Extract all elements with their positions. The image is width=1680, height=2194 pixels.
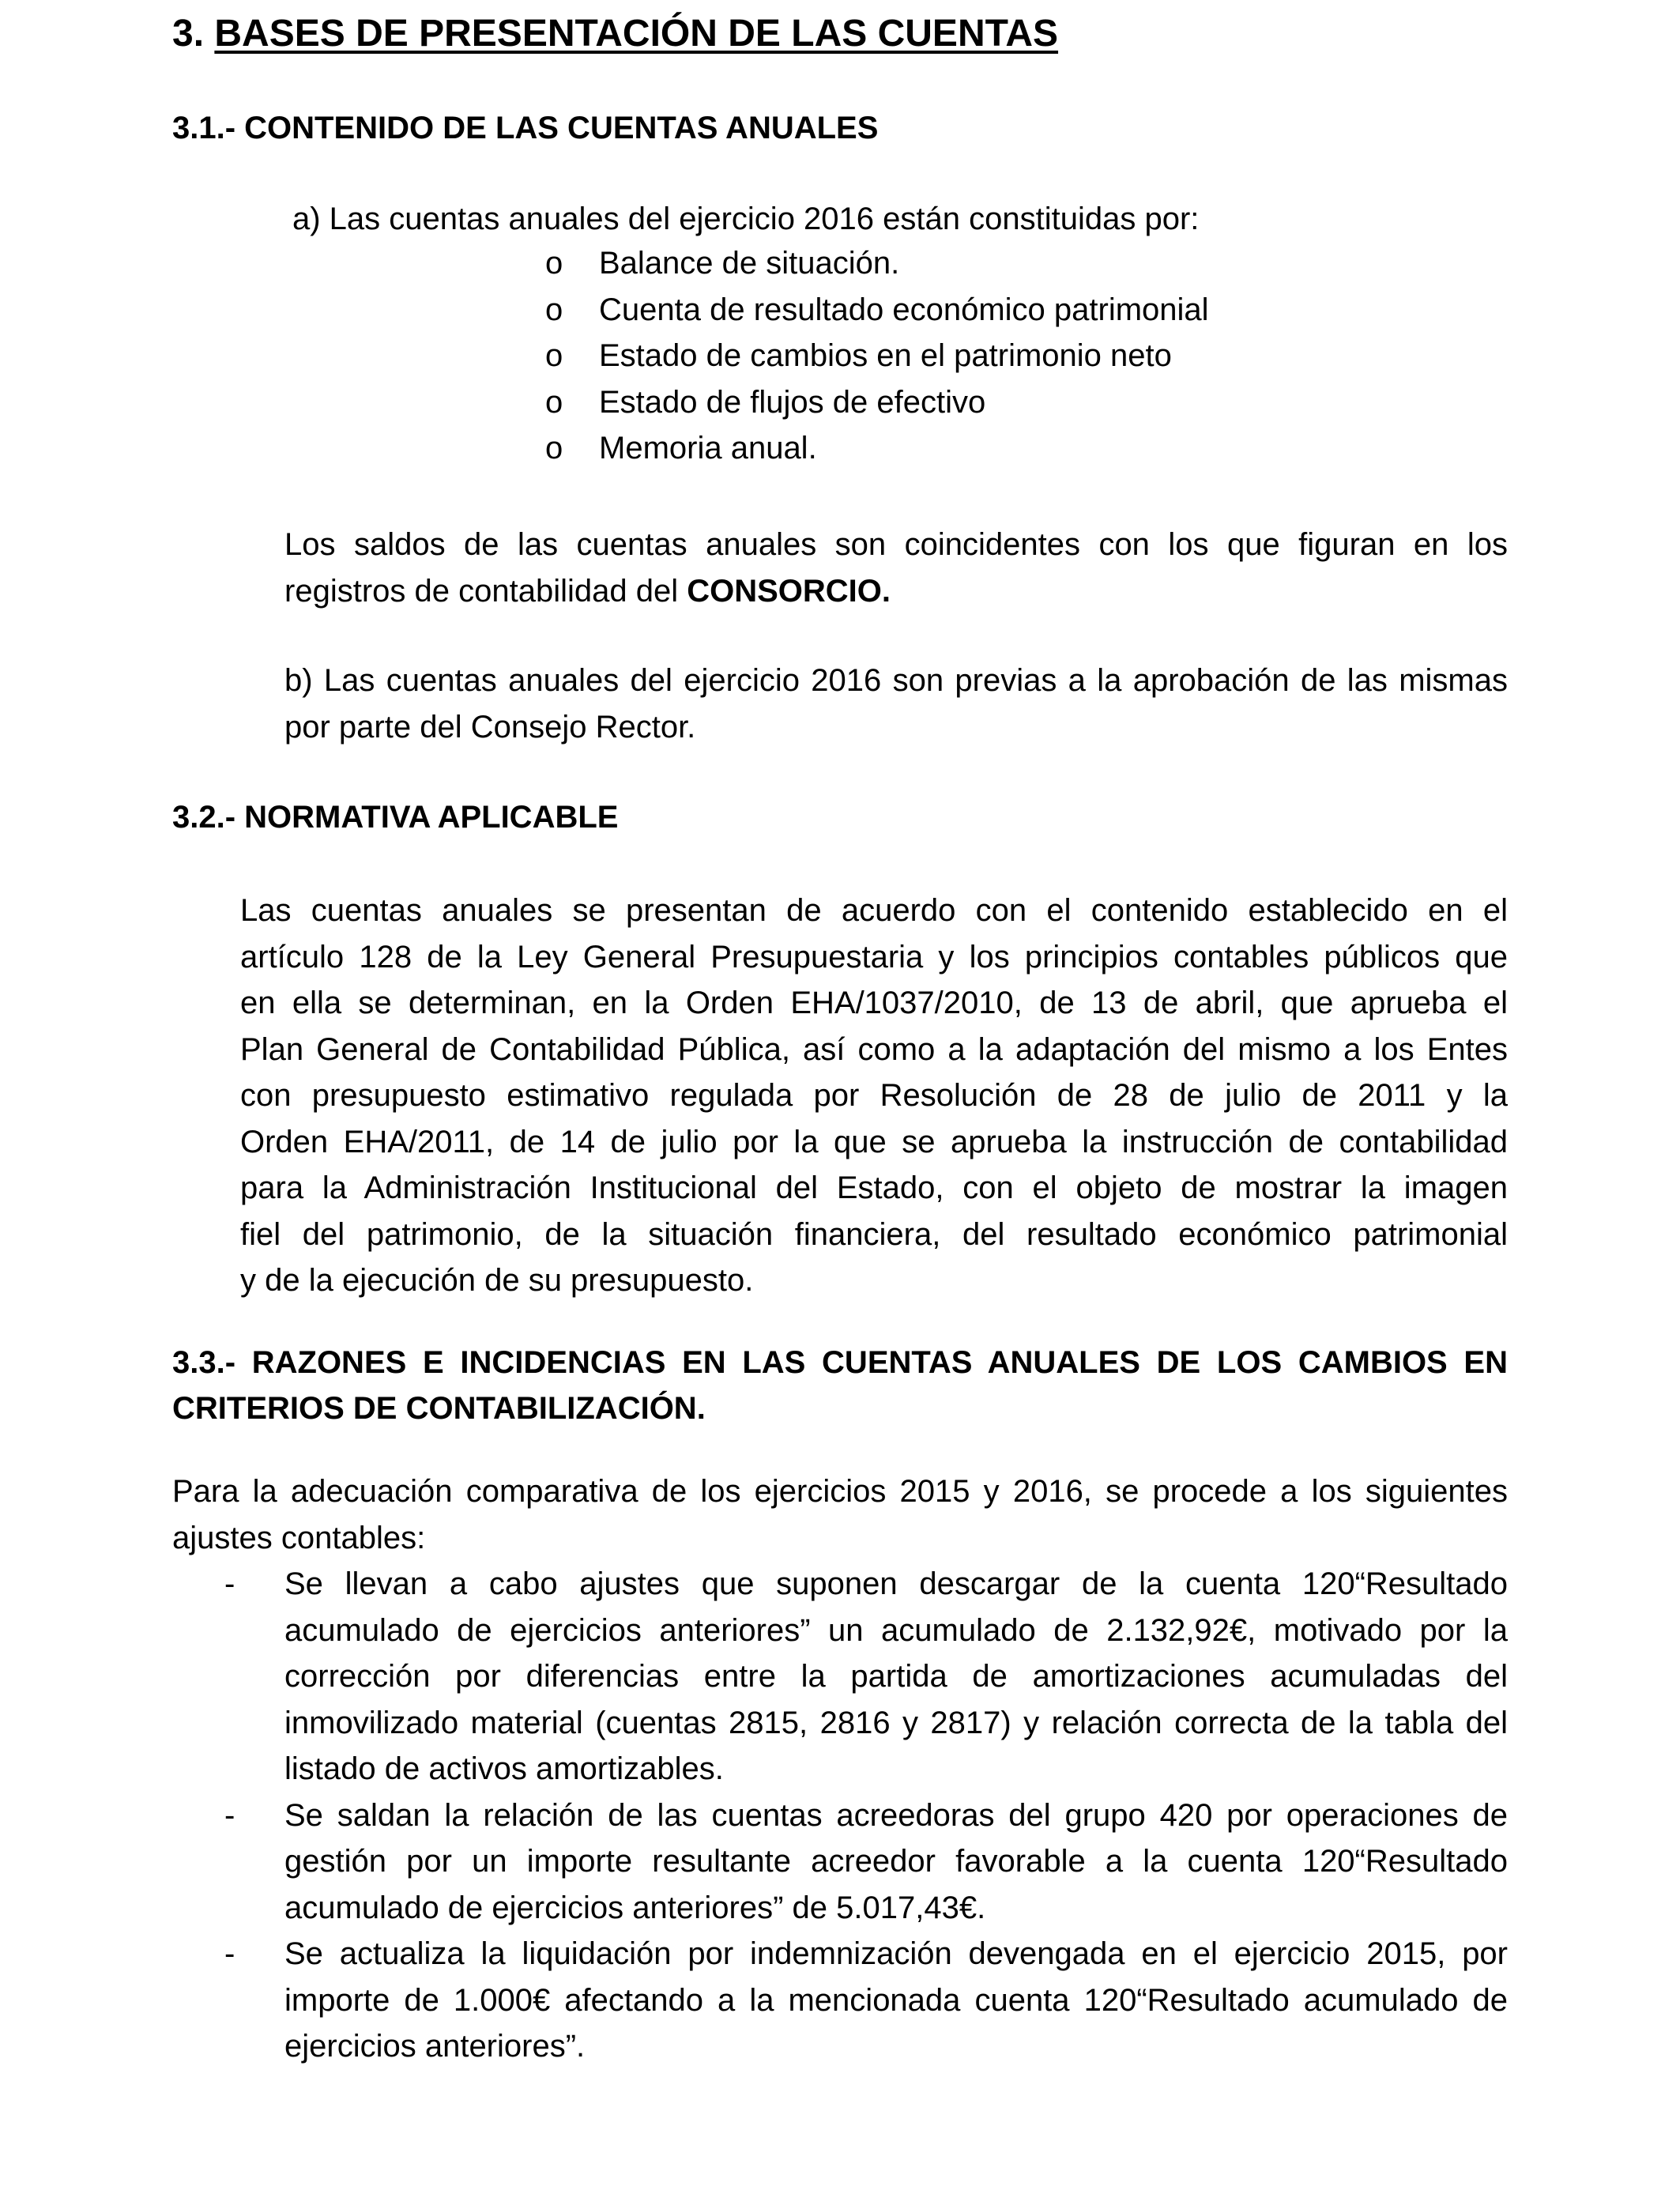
saldos-paragraph <box>284 522 1508 614</box>
bullet-marker: o <box>545 292 563 327</box>
normativa-line: con presupuesto estimativo regulada por Resolución de 28 de julio de 2011 y la <box>240 1078 1508 1113</box>
list-item: - Se saldan la relación de las cuentas acreedoras del grupo 420 por operaciones de gestión por un importe resultante acreedor favorable a la cuenta 120“Resultado acumulado de ejercicios anteriores” de 5.017,43€. <box>284 1793 1508 1932</box>
main-heading-title: BASES DE PRESENTACIÓN DE LAS CUENTAS <box>214 13 1059 55</box>
normativa-line: Plan General de Contabilidad Pública, así como a la adaptación del mismo a los Entes <box>240 1031 1508 1067</box>
saldos-text: Los saldos de las cuentas anuales son coincidentes con los que figuran en los registros de contabilidad del <box>284 527 1508 609</box>
list-item: - Se llevan a cabo ajustes que suponen descargar de la cuenta 120“Resultado acumulado de ejercicios anteriores” un acumulado de 2.132,92€, motivado por la corrección por diferencias entre la partida de amortizaciones acumuladas del inmovilizado material (cuentas 2815, 2816 y 2817) y relación correcta de la tabla del listado de activos amortizables. <box>284 1561 1508 1793</box>
normativa-paragraph <box>240 888 1508 1304</box>
list-item: o Memoria anual. <box>537 425 1209 472</box>
section-3-1-number: 3.1. <box>172 111 225 145</box>
section-3-3-intro: Para la adecuación comparativa de los ejercicios 2015 y 2016, se procede a los siguientes ajustes contables: <box>172 1474 1508 1555</box>
adjustments-list <box>224 1561 1508 2070</box>
normativa-line: fiel del patrimonio, de la situación financiera, del resultado económico patrimonial <box>240 1216 1508 1252</box>
section-3-3-title-line1: 3.3.- RAZONES E INCIDENCIAS EN LAS CUENTAS ANUALES DE LOS CAMBIOS EN <box>172 1345 1508 1380</box>
normativa-line: y de la ejecución de su presupuesto. <box>240 1263 754 1298</box>
list-item: o Balance de situación. <box>537 240 1209 287</box>
section-3-1-item-b: b) Las cuentas anuales del ejercicio 2016 son previas a la aprobación de las mismas por parte del Consejo Rector. <box>284 663 1508 745</box>
normativa-line: para la Administración Institucional del Estado, con el objeto de mostrar la imagen <box>240 1171 1508 1205</box>
consorcio-bold: CONSORCIO. <box>687 573 891 609</box>
normativa-line: artículo 128 de la Ley General Presupuestaria y los principios contables públicos que <box>240 939 1508 974</box>
section-3-1-title-text: - CONTENIDO DE LAS CUENTAS ANUALES <box>224 111 879 145</box>
list-item: - Se actualiza la liquidación por indemnización devengada en el ejercicio 2015, por importe de 1.000€ afectando a la mencionada cuenta 120“Resultado acumulado de ejercicios anteriores”. <box>284 1931 1508 2070</box>
section-3-1-title <box>172 105 878 151</box>
section-3-1-item-a: a) Las cuentas anuales del ejercicio 2016 están constituidas por: <box>292 202 1200 236</box>
bullet-marker: o <box>545 384 563 420</box>
section-3-2-title: 3.2.- NORMATIVA APLICABLE <box>172 800 619 835</box>
dash-marker: - <box>224 1936 235 1971</box>
normativa-line: en ella se determinan, en la Orden EHA/1037/2010, de 13 de abril, que aprueba el <box>240 986 1508 1020</box>
list-item: o Estado de cambios en el patrimonio neto <box>537 333 1209 379</box>
bullet-marker: o <box>545 338 563 373</box>
bullet-marker: o <box>545 431 563 466</box>
dash-marker: - <box>224 1797 235 1833</box>
section-3-3-title-line2: CRITERIOS DE CONTABILIZACIÓN. <box>172 1391 706 1426</box>
list-item: o Cuenta de resultado económico patrimonial <box>537 287 1209 334</box>
normativa-line: Las cuentas anuales se presentan de acuerdo con el contenido establecido en el <box>240 893 1508 928</box>
main-heading <box>172 6 1058 62</box>
normativa-line: Orden EHA/2011, de 14 de julio por la que se aprueba la instrucción de contabilidad <box>240 1124 1508 1159</box>
annual-accounts-list <box>537 240 1209 472</box>
section-3-3-title <box>172 1340 1508 1431</box>
main-heading-number: 3. <box>172 13 205 55</box>
bullet-marker: o <box>545 246 563 281</box>
dash-marker: - <box>224 1566 235 1601</box>
list-item: o Estado de flujos de efectivo <box>537 379 1209 426</box>
